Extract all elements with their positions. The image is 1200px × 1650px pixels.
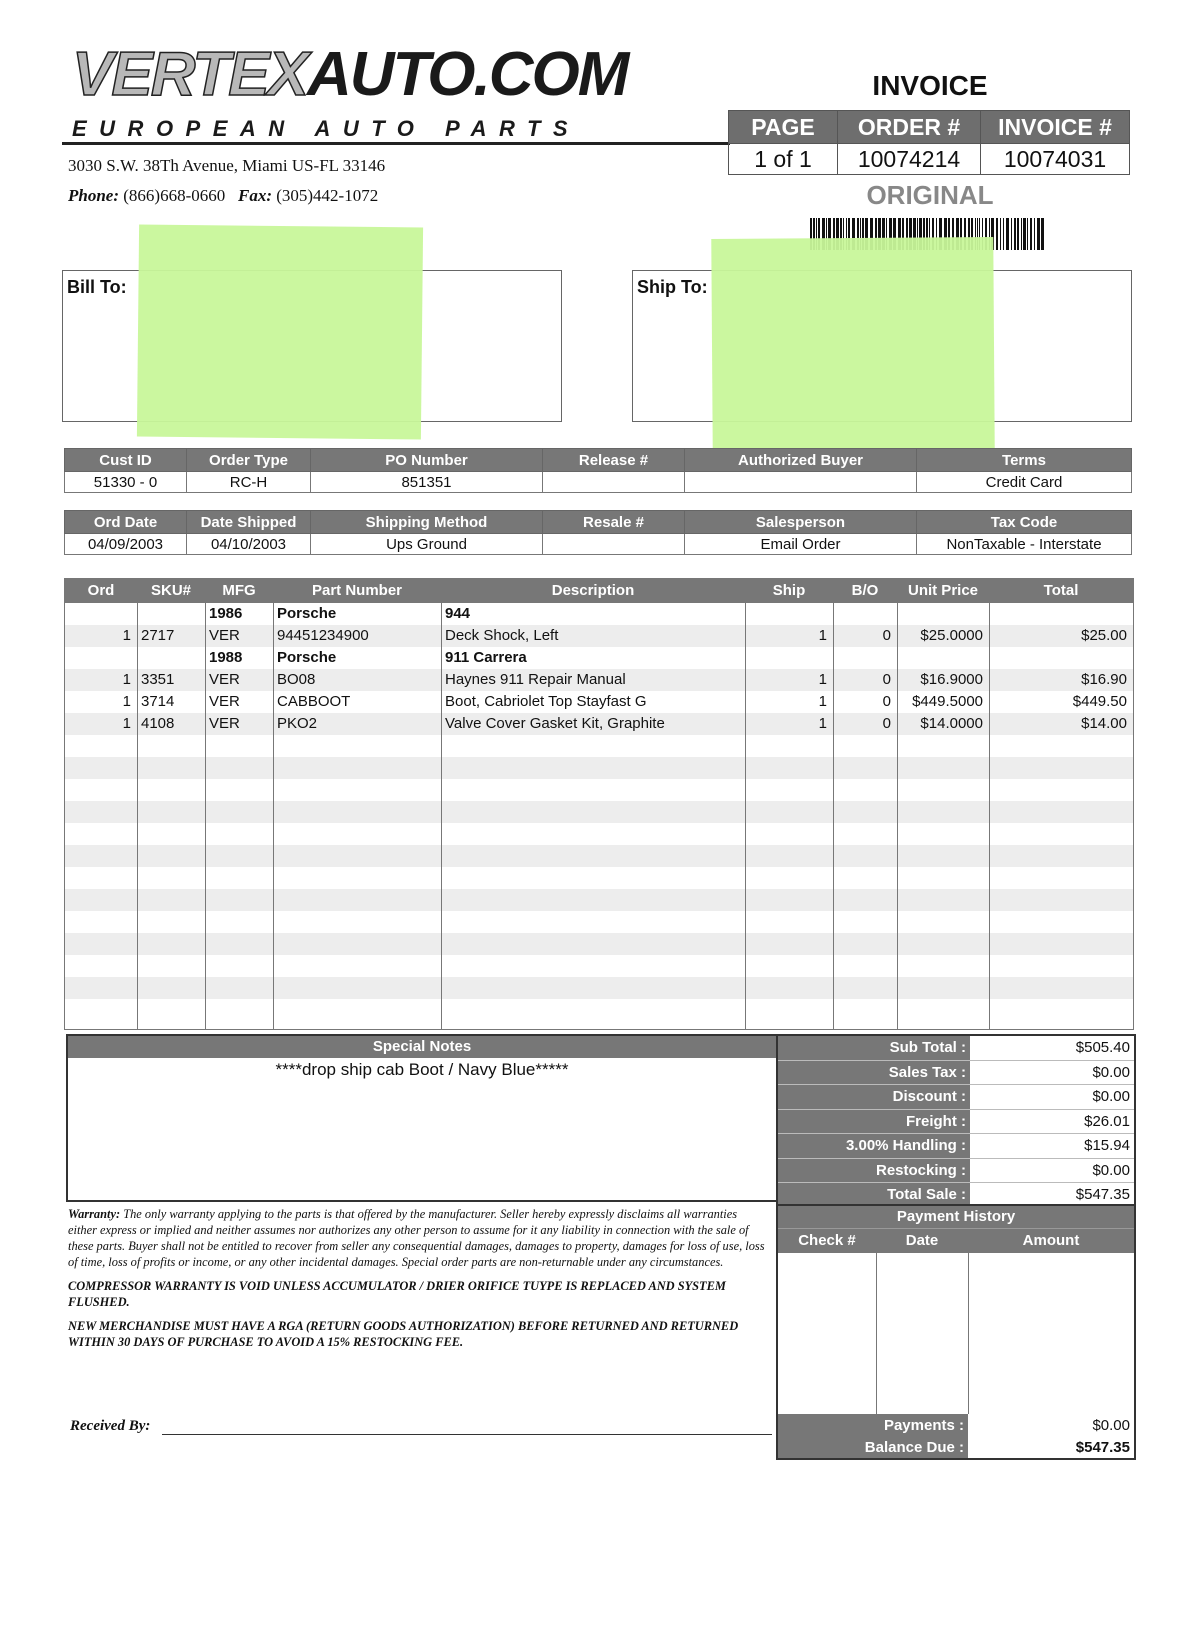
vehicle-unit-price-cell bbox=[901, 603, 983, 625]
column-divider bbox=[273, 579, 274, 1029]
po-number-value: 851351 bbox=[311, 472, 543, 493]
resale-header: Resale # bbox=[543, 511, 685, 534]
date-shipped-header: Date Shipped bbox=[187, 511, 311, 534]
item-sku-cell: 3714 bbox=[141, 693, 175, 710]
copy-label: ORIGINAL bbox=[866, 180, 994, 210]
item-ord-cell: 1 bbox=[122, 693, 131, 710]
vehicle-sku-cell bbox=[141, 647, 199, 669]
payments-value: $0.00 bbox=[1092, 1417, 1130, 1434]
vehicle-ship-cell bbox=[749, 647, 827, 669]
fax-label: Fax: bbox=[237, 186, 272, 205]
item-part-number-cell: BO08 bbox=[277, 671, 316, 688]
totals-row bbox=[778, 1159, 1134, 1184]
company-logo: VERTEXAUTO.COM bbox=[72, 40, 628, 109]
fax-number: (305)442-1072 bbox=[276, 186, 379, 205]
row-stripe bbox=[65, 977, 1133, 999]
item-bo-cell: 0 bbox=[882, 671, 891, 688]
payment-date-header: Date bbox=[905, 1232, 939, 1249]
special-notes-box bbox=[66, 1034, 778, 1202]
total-header: Total bbox=[1043, 582, 1079, 599]
payment-history-columns bbox=[778, 1229, 1134, 1253]
column-divider bbox=[745, 579, 746, 1029]
vehicle-bo-cell bbox=[837, 647, 891, 669]
payment-amount-header: Amount bbox=[1022, 1232, 1080, 1249]
invoice-number-value: 10074031 bbox=[981, 144, 1130, 175]
row-stripe bbox=[65, 933, 1133, 955]
column-divider bbox=[205, 579, 206, 1029]
item-sku-cell: 3351 bbox=[141, 671, 175, 688]
item-part-number-cell: PKO2 bbox=[277, 715, 318, 732]
totals-value: $26.01 bbox=[1084, 1112, 1130, 1130]
date-shipped-value: 04/10/2003 bbox=[187, 534, 311, 555]
cust-id-header: Cust ID bbox=[65, 449, 187, 472]
bo-header: B/O bbox=[851, 582, 879, 599]
payment-history-title: Payment History bbox=[778, 1206, 1134, 1229]
vehicle-part-number-cell: Porsche bbox=[277, 649, 337, 666]
totals-label: Sub Total : bbox=[778, 1036, 970, 1060]
item-sku-cell: 4108 bbox=[141, 715, 175, 732]
check-number-header: Check # bbox=[798, 1232, 856, 1249]
shipping-method-value: Ups Ground bbox=[311, 534, 543, 555]
order-info-table-2 bbox=[64, 510, 1132, 555]
item-unit-price-cell: $14.0000 bbox=[920, 715, 983, 732]
totals-row bbox=[778, 1061, 1134, 1086]
ord-date-value: 04/09/2003 bbox=[65, 534, 187, 555]
order-type-header: Order Type bbox=[187, 449, 311, 472]
mfg-header: MFG bbox=[222, 582, 256, 599]
payments-row bbox=[778, 1414, 1134, 1436]
warranty-label: Warranty: bbox=[68, 1207, 121, 1221]
item-total-cell: $16.90 bbox=[1081, 671, 1127, 688]
totals-label: Discount : bbox=[778, 1085, 970, 1109]
redaction-sticky-note bbox=[137, 225, 423, 440]
vehicle-total-cell bbox=[993, 647, 1127, 669]
invoice-title: INVOICE bbox=[872, 70, 988, 101]
invoice-number-header: INVOICE # bbox=[981, 111, 1130, 144]
item-unit-price-cell: $16.9000 bbox=[920, 671, 983, 688]
row-stripe bbox=[65, 889, 1133, 911]
balance-due-label: Balance Due : bbox=[778, 1436, 968, 1458]
order-number-header: ORDER # bbox=[838, 111, 981, 144]
vehicle-description-cell: 911 Carrera bbox=[445, 649, 527, 666]
received-by-signature-line bbox=[162, 1434, 772, 1435]
logo-divider bbox=[62, 142, 730, 145]
item-description-cell: Deck Shock, Left bbox=[445, 627, 559, 644]
company-tagline: EUROPEAN AUTO PARTS bbox=[72, 116, 581, 141]
totals-label: Sales Tax : bbox=[778, 1061, 970, 1085]
order-type-value: RC-H bbox=[187, 472, 311, 493]
totals-value: $505.40 bbox=[1075, 1039, 1130, 1056]
vehicle-total-cell bbox=[993, 603, 1127, 625]
line-items-header bbox=[65, 579, 1133, 603]
column-divider bbox=[876, 1252, 877, 1414]
item-bo-cell: 0 bbox=[882, 693, 891, 710]
item-description-cell: Valve Cover Gasket Kit, Graphite bbox=[445, 715, 665, 732]
salesperson-value: Email Order bbox=[685, 534, 917, 555]
item-description-cell: Boot, Cabriolet Top Stayfast G bbox=[445, 693, 647, 710]
column-divider bbox=[833, 579, 834, 1029]
order-info-table-1 bbox=[64, 448, 1132, 493]
ord-header: Ord bbox=[87, 582, 115, 599]
po-number-header: PO Number bbox=[311, 449, 543, 472]
payment-history-box bbox=[776, 1204, 1136, 1460]
item-ship-cell: 1 bbox=[818, 671, 827, 688]
totals-label: Restocking : bbox=[778, 1159, 970, 1183]
authorized-buyer-value bbox=[685, 472, 917, 493]
salesperson-header: Salesperson bbox=[685, 511, 917, 534]
vehicle-mfg-cell: 1988 bbox=[209, 649, 243, 666]
item-total-cell: $449.50 bbox=[1072, 693, 1127, 710]
release-value bbox=[543, 472, 685, 493]
redaction-sticky-note bbox=[711, 237, 994, 451]
resale-value bbox=[543, 534, 685, 555]
tax-code-value: NonTaxable - Interstate bbox=[917, 534, 1132, 555]
item-bo-cell: 0 bbox=[882, 627, 891, 644]
item-ship-cell: 1 bbox=[818, 627, 827, 644]
tax-code-header: Tax Code bbox=[917, 511, 1132, 534]
vehicle-sku-cell bbox=[141, 603, 199, 625]
special-notes-label: Special Notes bbox=[68, 1036, 776, 1058]
ship-to-label: Ship To: bbox=[637, 277, 708, 297]
row-stripe bbox=[65, 801, 1133, 823]
vehicle-description-cell: 944 bbox=[445, 605, 471, 622]
totals-value: $0.00 bbox=[1092, 1161, 1130, 1179]
item-unit-price-cell: $25.0000 bbox=[920, 627, 983, 644]
balance-due-value: $547.35 bbox=[1075, 1439, 1130, 1456]
terms-header: Terms bbox=[917, 449, 1132, 472]
shipping-method-header: Shipping Method bbox=[311, 511, 543, 534]
release-header: Release # bbox=[543, 449, 685, 472]
totals-label: 3.00% Handling : bbox=[778, 1134, 970, 1158]
company-contact bbox=[68, 186, 378, 206]
totals-value: $0.00 bbox=[1092, 1063, 1130, 1081]
vehicle-part-number-cell: Porsche bbox=[277, 605, 337, 622]
vehicle-unit-price-cell bbox=[901, 647, 983, 669]
item-description-cell: Haynes 911 Repair Manual bbox=[445, 671, 626, 688]
item-bo-cell: 0 bbox=[882, 715, 891, 732]
bill-to-label: Bill To: bbox=[67, 277, 127, 297]
payments-label: Payments : bbox=[778, 1414, 968, 1436]
terms-value: Credit Card bbox=[917, 472, 1132, 493]
vehicle-mfg-cell: 1986 bbox=[209, 605, 243, 622]
item-mfg-cell: VER bbox=[209, 627, 240, 644]
balance-due-row bbox=[778, 1436, 1134, 1458]
totals-row bbox=[778, 1085, 1134, 1110]
special-notes-text: ****drop ship cab Boot / Navy Blue***** bbox=[275, 1060, 569, 1079]
vehicle-ord-cell bbox=[69, 603, 131, 625]
item-total-cell: $25.00 bbox=[1081, 627, 1127, 644]
vehicle-bo-cell bbox=[837, 603, 891, 625]
row-stripe bbox=[65, 845, 1133, 867]
unit-price-header: Unit Price bbox=[907, 582, 979, 599]
received-by-label: Received By: bbox=[70, 1418, 151, 1434]
phone-number: (866)668-0660 bbox=[123, 186, 226, 205]
item-sku-cell: 2717 bbox=[141, 627, 175, 644]
item-ord-cell: 1 bbox=[122, 627, 131, 644]
item-mfg-cell: VER bbox=[209, 715, 240, 732]
totals-value: $15.94 bbox=[1084, 1137, 1130, 1154]
totals-row bbox=[778, 1110, 1134, 1135]
totals-label: Total Sale : bbox=[778, 1183, 970, 1207]
vehicle-ord-cell bbox=[69, 647, 131, 669]
column-divider bbox=[137, 579, 138, 1029]
authorized-buyer-header: Authorized Buyer bbox=[685, 449, 917, 472]
part-number-header: Part Number bbox=[311, 582, 403, 599]
item-ord-cell: 1 bbox=[122, 671, 131, 688]
phone-label: Phone: bbox=[68, 186, 119, 205]
totals-label: Freight : bbox=[778, 1110, 970, 1134]
item-unit-price-cell: $449.5000 bbox=[912, 693, 983, 710]
warranty-body: The only warranty applying to the parts is that offered by the manufacturer. Seller hereby expressly disclaims all warranties either express or implied and neither assumes nor authorizes any other person to assume for it any liability in connection with the sale of these parts. Buyer shall not be entitled to recover from seller any consequential damages, damages to property, damages for loss of use, loss of time, loss of profits or income, or any other incidental damages. Special order parts are non-returnable under any circumstances. bbox=[68, 1207, 765, 1269]
page-value: 1 of 1 bbox=[729, 144, 838, 175]
cust-id-value: 51330 - 0 bbox=[65, 472, 187, 493]
item-mfg-cell: VER bbox=[209, 693, 240, 710]
item-total-cell: $14.00 bbox=[1081, 715, 1127, 732]
company-address: 3030 S.W. 38Th Avenue, Miami US-FL 33146 bbox=[68, 156, 386, 175]
column-divider bbox=[968, 1252, 969, 1414]
item-ord-cell: 1 bbox=[122, 715, 131, 732]
totals-box bbox=[776, 1034, 1136, 1210]
totals-row bbox=[778, 1036, 1134, 1061]
line-items-table bbox=[64, 578, 1134, 1030]
invoice-header-table bbox=[728, 110, 1130, 175]
ship-header: Ship bbox=[772, 582, 806, 599]
item-ship-cell: 1 bbox=[818, 693, 827, 710]
ord-date-header: Ord Date bbox=[65, 511, 187, 534]
column-divider bbox=[897, 579, 898, 1029]
compressor-warranty-notice: COMPRESSOR WARRANTY IS VOID UNLESS ACCUMULATOR / DRIER ORIFICE TUYPE IS REPLACED AND SYSTEM FLUSHED. bbox=[68, 1279, 726, 1309]
rga-notice: NEW MERCHANDISE MUST HAVE A RGA (RETURN GOODS AUTHORIZATION) BEFORE RETURNED AND RETURNED WITHIN 30 DAYS OF PURCHASE TO AVOID A 15% RESTOCKING FEE. bbox=[68, 1319, 739, 1349]
totals-value: $0.00 bbox=[1092, 1088, 1130, 1105]
totals-row bbox=[778, 1134, 1134, 1159]
totals-value: $547.35 bbox=[1075, 1186, 1130, 1203]
order-number-value: 10074214 bbox=[838, 144, 981, 175]
sku-header: SKU# bbox=[150, 582, 191, 599]
vehicle-ship-cell bbox=[749, 603, 827, 625]
column-divider bbox=[989, 579, 990, 1029]
item-part-number-cell: 94451234900 bbox=[277, 627, 369, 644]
item-mfg-cell: VER bbox=[209, 671, 240, 688]
column-divider bbox=[441, 579, 442, 1029]
description-header: Description bbox=[551, 582, 635, 599]
item-ship-cell: 1 bbox=[818, 715, 827, 732]
item-part-number-cell: CABBOOT bbox=[277, 693, 351, 710]
warranty-text bbox=[68, 1206, 768, 1358]
page-header: PAGE bbox=[729, 111, 838, 144]
row-stripe bbox=[65, 757, 1133, 779]
